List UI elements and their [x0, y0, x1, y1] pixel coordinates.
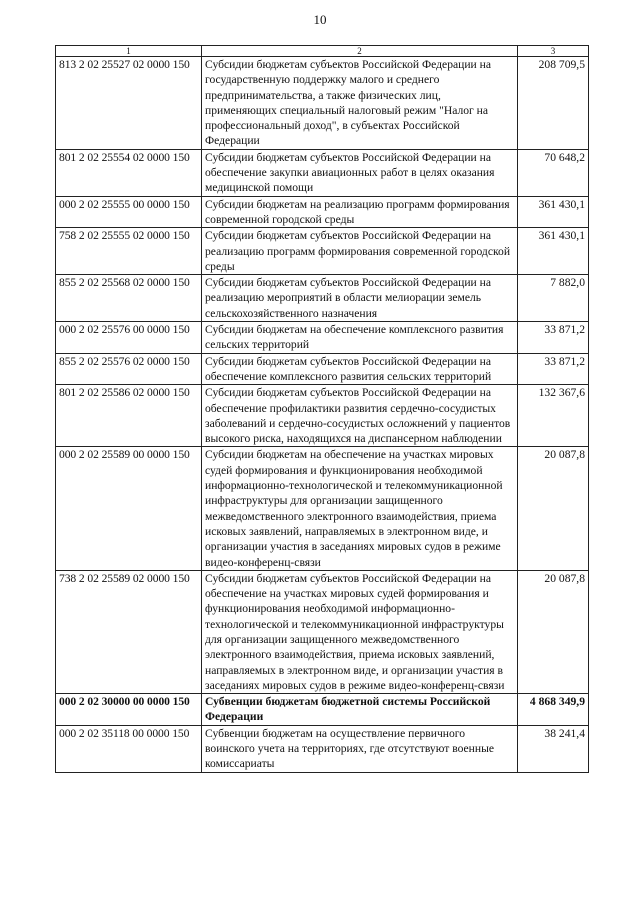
amount-cell: 38 241,4 [518, 725, 589, 772]
budget-code-cell: 855 2 02 25568 02 0000 150 [56, 275, 202, 322]
column-number-2: 2 [202, 46, 518, 57]
description-cell: Субсидии бюджетам субъектов Российской Федерации на обеспечение профилактики развития сердечно-сосудистых заболеваний и сердечно-сосудистых осложнений у пациентов высокого риска, находящихся на диспансерном наблюдении [202, 385, 518, 447]
description-cell: Субсидии бюджетам субъектов Российской Федерации на обеспечение закупки авиационных работ в целях оказания медицинской помощи [202, 149, 518, 196]
table-row [56, 725, 589, 772]
amount-cell: 361 430,1 [518, 228, 589, 275]
column-number-3: 3 [518, 46, 589, 57]
table-row [56, 385, 589, 447]
amount-cell: 7 882,0 [518, 275, 589, 322]
amount-cell: 70 648,2 [518, 149, 589, 196]
budget-code-cell: 758 2 02 25555 02 0000 150 [56, 228, 202, 275]
column-number-1: 1 [56, 46, 202, 57]
table-row [56, 275, 589, 322]
description-cell: Субсидии бюджетам субъектов Российской Федерации на обеспечение комплексного развития сельских территорий [202, 353, 518, 385]
budget-table [55, 45, 589, 773]
description-cell: Субсидии бюджетам субъектов Российской Федерации на обеспечение на участках мировых судей формирования и функционирования необходимой информационно-технологической и телекоммуникационной инфраструктуры для организации защищенного межведомственного электронного взаимодействия, приема исковых заявлений, направляемых в электронном виде, и организации участия в заседаниях мировых судов в режиме видео-конференц-связи [202, 570, 518, 693]
budget-code-cell: 000 2 02 30000 00 0000 150 [56, 694, 202, 726]
amount-cell: 20 087,8 [518, 570, 589, 693]
table-row [56, 353, 589, 385]
description-cell: Субсидии бюджетам субъектов Российской Федерации на государственную поддержку малого и среднего предпринимательства, а также физических лиц, применяющих специальный налоговый режим "Налог на профессиональный доход", в субъектах Российской Федерации [202, 57, 518, 150]
budget-code-cell: 000 2 02 25555 00 0000 150 [56, 196, 202, 228]
description-cell: Субсидии бюджетам субъектов Российской Федерации на реализацию мероприятий в области мелиорации земель сельскохозяйственного назначения [202, 275, 518, 322]
budget-code-cell: 738 2 02 25589 02 0000 150 [56, 570, 202, 693]
table-row [56, 694, 589, 726]
budget-code-cell: 000 2 02 25576 00 0000 150 [56, 322, 202, 354]
description-cell: Субсидии бюджетам на реализацию программ формирования современной городской среды [202, 196, 518, 228]
table-row [56, 447, 589, 570]
description-cell: Субвенции бюджетам бюджетной системы Российской Федерации [202, 694, 518, 726]
description-cell: Субсидии бюджетам на обеспечение на участках мировых судей формирования и функционирования необходимой информационно-технологической и телекоммуникационной инфраструктуры для организации защищенного межведомственного электронного взаимодействия, приема исковых заявлений, направляемых в электронном виде, и организации участия в заседаниях мировых судов в режиме видео-конференц-связи [202, 447, 518, 570]
amount-cell: 33 871,2 [518, 322, 589, 354]
column-number-row [56, 46, 589, 57]
budget-code-cell: 801 2 02 25554 02 0000 150 [56, 149, 202, 196]
table-row [56, 570, 589, 693]
amount-cell: 20 087,8 [518, 447, 589, 570]
budget-code-cell: 000 2 02 25589 00 0000 150 [56, 447, 202, 570]
budget-code-cell: 801 2 02 25586 02 0000 150 [56, 385, 202, 447]
page-number: 10 [313, 12, 327, 27]
description-cell: Субсидии бюджетам субъектов Российской Федерации на реализацию программ формирования современной городской среды [202, 228, 518, 275]
amount-cell: 208 709,5 [518, 57, 589, 150]
budget-code-cell: 000 2 02 35118 00 0000 150 [56, 725, 202, 772]
description-cell: Субвенции бюджетам на осуществление первичного воинского учета на территориях, где отсутствуют военные комиссариаты [202, 725, 518, 772]
budget-code-cell: 855 2 02 25576 02 0000 150 [56, 353, 202, 385]
table-row [56, 196, 589, 228]
table-row [56, 228, 589, 275]
amount-cell: 33 871,2 [518, 353, 589, 385]
description-cell: Субсидии бюджетам на обеспечение комплексного развития сельских территорий [202, 322, 518, 354]
table-row [56, 57, 589, 150]
table-row [56, 322, 589, 354]
amount-cell: 132 367,6 [518, 385, 589, 447]
table-body [56, 46, 589, 773]
amount-cell: 361 430,1 [518, 196, 589, 228]
budget-code-cell: 813 2 02 25527 02 0000 150 [56, 57, 202, 150]
amount-cell: 4 868 349,9 [518, 694, 589, 726]
table-row [56, 149, 589, 196]
